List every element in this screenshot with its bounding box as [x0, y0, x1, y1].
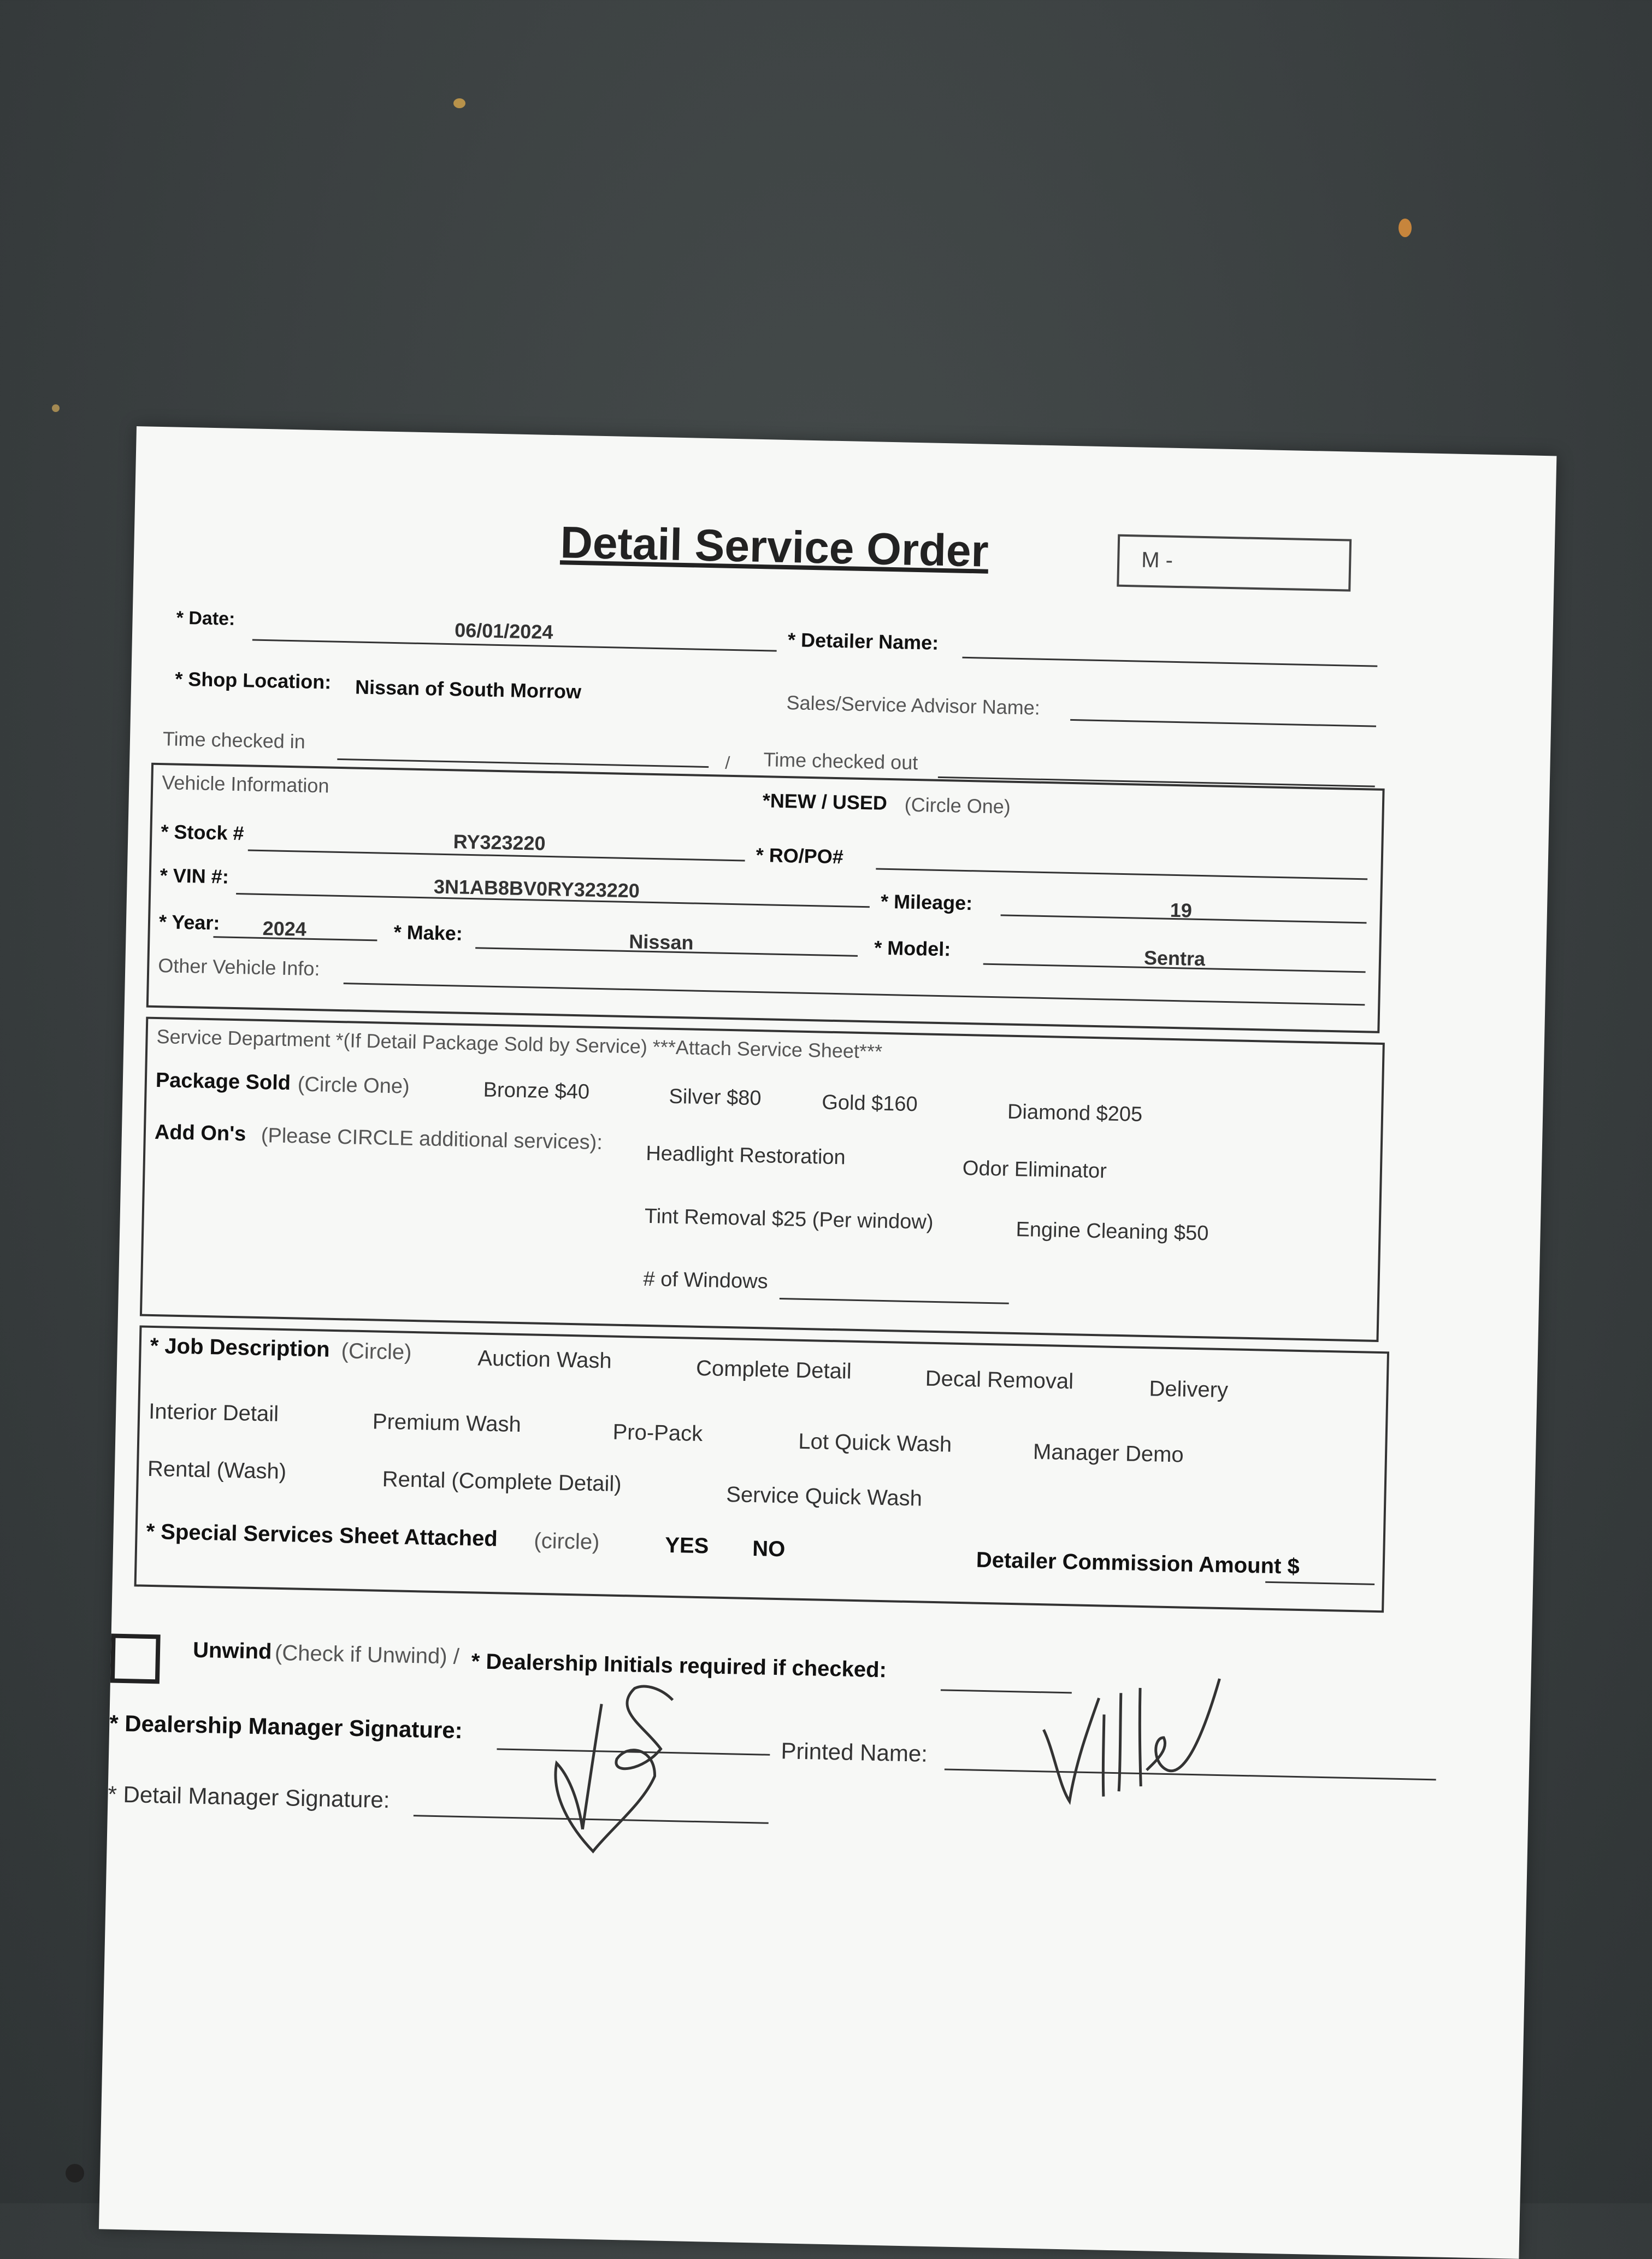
dealership-manager-signature-label: * Dealership Manager Signature:	[109, 1710, 463, 1744]
package-diamond[interactable]: Diamond $205	[1007, 1100, 1143, 1126]
package-sold-hint: (Circle One)	[297, 1073, 410, 1098]
special-services-yes[interactable]: YES	[664, 1533, 709, 1558]
make-value: Nissan	[628, 930, 694, 954]
job-auction-wash[interactable]: Auction Wash	[477, 1346, 612, 1373]
m-number-box[interactable]	[1117, 534, 1352, 592]
date-value: 06/01/2024	[454, 619, 553, 644]
time-slash: /	[724, 752, 730, 773]
unwind-hint: (Check if Unwind) /	[274, 1640, 460, 1669]
job-manager-demo[interactable]: Manager Demo	[1032, 1439, 1184, 1467]
special-services-no[interactable]: NO	[752, 1537, 786, 1562]
m-number-prefix: M -	[1141, 548, 1173, 573]
printed-name-label: Printed Name:	[781, 1738, 928, 1767]
job-complete-detail[interactable]: Complete Detail	[695, 1356, 852, 1384]
job-rental-complete-detail[interactable]: Rental (Complete Detail)	[382, 1467, 622, 1497]
job-decal-removal[interactable]: Decal Removal	[925, 1366, 1074, 1394]
dealership-initials-label: * Dealership Initials required if checked:	[471, 1649, 887, 1683]
year-label: * Year:	[158, 910, 220, 934]
addon-tint-removal[interactable]: Tint Removal $25 (Per window)	[644, 1204, 934, 1234]
advisor-label: Sales/Service Advisor Name:	[786, 691, 1041, 719]
addon-engine-cleaning[interactable]: Engine Cleaning $50	[1016, 1218, 1209, 1245]
desk-speck	[52, 404, 60, 412]
detailer-name-field[interactable]	[962, 657, 1377, 667]
time-in-label: Time checked in	[162, 727, 306, 753]
package-sold-label: Package Sold	[155, 1068, 291, 1095]
new-used-hint: (Circle One)	[904, 793, 1011, 818]
package-silver[interactable]: Silver $80	[669, 1085, 762, 1110]
add-ons-hint: (Please CIRCLE additional services):	[261, 1124, 603, 1155]
service-order-sheet	[99, 426, 1557, 2259]
vin-label: * VIN #:	[160, 864, 229, 888]
mileage-value: 19	[1170, 898, 1193, 922]
new-used-label[interactable]: *NEW / USED	[762, 789, 888, 814]
dealership-manager-signature	[533, 1664, 690, 1875]
make-label: * Make:	[393, 921, 463, 945]
time-out-label: Time checked out	[763, 748, 918, 774]
shop-location-label: * Shop Location:	[174, 667, 332, 693]
time-in-field[interactable]	[337, 758, 709, 768]
mileage-label: * Mileage:	[880, 890, 973, 915]
stock-value: RY323220	[453, 830, 546, 855]
windows-count-label: # of Windows	[643, 1267, 769, 1293]
special-services-hint: (circle)	[533, 1528, 600, 1555]
addon-headlight-restoration[interactable]: Headlight Restoration	[645, 1142, 846, 1169]
job-pro-pack[interactable]: Pro-Pack	[612, 1420, 703, 1446]
job-service-quick-wash[interactable]: Service Quick Wash	[725, 1483, 923, 1511]
special-services-label: * Special Services Sheet Attached	[146, 1519, 498, 1551]
stock-label: * Stock #	[161, 820, 244, 845]
package-gold[interactable]: Gold $160	[821, 1091, 918, 1116]
job-delivery[interactable]: Delivery	[1149, 1376, 1229, 1403]
shop-location-value: Nissan of South Morrow	[355, 675, 582, 703]
job-description-hint: (Circle)	[341, 1339, 412, 1364]
model-label: * Model:	[874, 936, 951, 961]
job-description-label: * Job Description	[150, 1333, 331, 1362]
other-vehicle-info-label: Other Vehicle Info:	[157, 954, 320, 980]
detailer-name-label: * Detailer Name:	[787, 628, 939, 654]
form-title: Detail Service Order	[559, 517, 989, 576]
job-interior-detail[interactable]: Interior Detail	[148, 1399, 279, 1426]
detail-manager-signature-label: * Detail Manager Signature:	[108, 1781, 390, 1813]
date-label: * Date:	[176, 607, 235, 630]
add-ons-label: Add On's	[154, 1120, 246, 1146]
job-premium-wash[interactable]: Premium Wash	[372, 1409, 522, 1437]
printed-name-handwriting	[1036, 1664, 1225, 1810]
year-value: 2024	[262, 917, 307, 940]
job-lot-quick-wash[interactable]: Lot Quick Wash	[798, 1429, 952, 1457]
vehicle-information-label: Vehicle Information	[161, 771, 329, 797]
desk-speck	[453, 98, 465, 108]
desk-speck	[66, 2164, 84, 2182]
package-bronze[interactable]: Bronze $40	[483, 1078, 590, 1104]
advisor-field[interactable]	[1070, 719, 1376, 727]
unwind-checkbox[interactable]	[110, 1634, 161, 1684]
vin-value: 3N1AB8BV0RY323220	[433, 875, 640, 902]
service-department-header: Service Department *(If Detail Package Sold by Service) ***Attach Service Sheet***	[156, 1025, 883, 1063]
desk-speck	[1399, 219, 1412, 237]
model-value: Sentra	[1143, 946, 1206, 970]
addon-odor-eliminator[interactable]: Odor Eliminator	[962, 1156, 1107, 1183]
job-rental-wash[interactable]: Rental (Wash)	[147, 1456, 287, 1484]
unwind-label: Unwind	[192, 1638, 272, 1664]
commission-label: Detailer Commission Amount $	[976, 1548, 1300, 1579]
ro-po-label: * RO/PO#	[756, 843, 844, 868]
